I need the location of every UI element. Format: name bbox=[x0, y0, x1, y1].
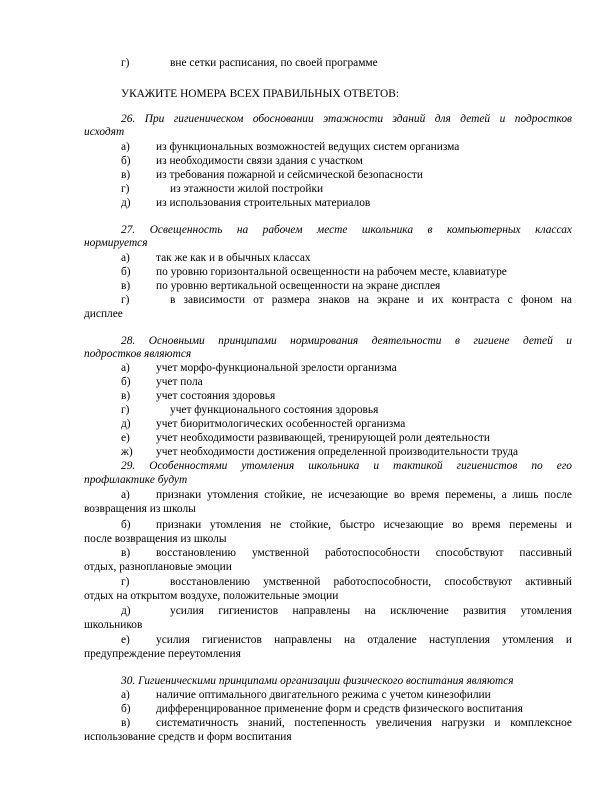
question-28-text: 28. Основными принципами нормирования деятельности в гигиене детей и bbox=[121, 335, 572, 347]
option-text: усилия гигиенистов направлены на отдаление наступления утомления и bbox=[156, 634, 572, 646]
question-30-text: 30. Гигиеническими принципами организации физического воспитания являются bbox=[121, 675, 514, 687]
option-label: в) bbox=[121, 280, 131, 292]
option-label: б) bbox=[121, 266, 131, 278]
option-text: восстановлению умственной работоспособности, способствуют активный bbox=[170, 576, 572, 588]
option-text: из использования строительных материалов bbox=[156, 197, 371, 209]
option-text: из этажности жилой постройки bbox=[170, 183, 324, 195]
option-text: учет функционального состояния здоровья bbox=[170, 404, 379, 416]
option-text: в зависимости от размера знаков на экране и их контраста с фоном на bbox=[170, 294, 572, 306]
option-text: из функциональных возможностей ведущих систем организма bbox=[156, 141, 460, 153]
option-label: в) bbox=[121, 169, 131, 181]
option-text: учет состояния здоровья bbox=[156, 390, 276, 402]
option-text-cont: после возвращения из школы bbox=[84, 533, 227, 545]
option-text-cont: школьников bbox=[84, 619, 143, 631]
option-label: г) bbox=[121, 57, 130, 69]
instruction-heading: УКАЖИТЕ НОМЕРА ВСЕХ ПРАВИЛЬНЫХ ОТВЕТОВ: bbox=[121, 88, 399, 100]
option-label: г) bbox=[121, 183, 130, 195]
option-label: а) bbox=[121, 689, 130, 701]
option-label: в) bbox=[121, 390, 131, 402]
option-label: д) bbox=[121, 197, 131, 209]
option-label: д) bbox=[121, 418, 131, 430]
question-27-text: 27. Освещенность на рабочем месте школьника в компьютерных классах bbox=[121, 224, 572, 236]
question-29-text: 29. Особенностями утомления школьника и тактикой гигиенистов по его bbox=[121, 460, 572, 472]
option-text: систематичность знаний, постепенность увеличения нагрузки и комплексное bbox=[156, 717, 572, 729]
option-text: признаки утомления не стойкие, быстро исчезающие во время перемены и bbox=[156, 519, 572, 531]
question-26-text: 26. При гигиеническом обосновании этажности зданий для детей и подростков bbox=[121, 113, 572, 125]
option-text-cont: отдых на открытом воздухе, положительные эмоции bbox=[84, 590, 339, 602]
option-text: по уровню горизонтальной освещенности на рабочем месте, клавиатуре bbox=[156, 266, 507, 278]
option-text-cont: использование средств и форм воспитания bbox=[84, 731, 292, 743]
question-28-text-cont: подростков являются bbox=[84, 348, 192, 360]
option-text-cont: предупреждение переутомления bbox=[84, 648, 241, 660]
option-label: б) bbox=[121, 376, 131, 388]
option-text: учет необходимости достижения определенной производительности труда bbox=[156, 446, 519, 458]
option-text: из необходимости связи здания с участком bbox=[156, 155, 363, 167]
option-label: г) bbox=[121, 404, 130, 416]
option-label: а) bbox=[121, 489, 130, 501]
option-text: усилия гигиенистов направлены на исключение развития утомления bbox=[170, 605, 572, 617]
option-label: б) bbox=[121, 703, 131, 715]
option-text: вне сетки расписания, по своей программе bbox=[170, 57, 378, 69]
option-text-cont: дисплее bbox=[84, 308, 123, 320]
option-text: по уровню вертикальной освещенности на экране дисплея bbox=[156, 280, 441, 292]
question-26-text-cont: исходят bbox=[84, 126, 125, 138]
option-text: учет морфо-функциональной зрелости организма bbox=[156, 362, 397, 374]
option-text-cont: отдых, разноплановые эмоции bbox=[84, 561, 232, 573]
option-label: ж) bbox=[121, 446, 133, 458]
question-27-text-cont: нормируется bbox=[84, 237, 148, 249]
option-text-cont: возвращения из школы bbox=[84, 503, 196, 515]
question-29-text-cont: профилактике будут bbox=[84, 474, 188, 486]
option-label: б) bbox=[121, 155, 131, 167]
option-text: так же как и в обычных классах bbox=[156, 252, 311, 264]
option-label: в) bbox=[121, 547, 131, 559]
option-text: восстановлению умственной работоспособности способствуют пассивный bbox=[156, 547, 572, 559]
option-label: в) bbox=[121, 717, 131, 729]
option-text: учет пола bbox=[156, 376, 203, 388]
option-label: а) bbox=[121, 362, 130, 374]
option-label: г) bbox=[121, 576, 130, 588]
option-text: учет биоритмологических особенностей организма bbox=[156, 418, 406, 430]
option-label: а) bbox=[121, 252, 130, 264]
option-text: наличие оптимального двигательного режима с учетом кинезофилии bbox=[156, 689, 491, 701]
option-label: а) bbox=[121, 141, 130, 153]
option-label: б) bbox=[121, 519, 131, 531]
option-text: учет необходимости развивающей, тренирующей роли деятельности bbox=[156, 432, 490, 444]
option-text: признаки утомления стойкие, не исчезающие во время перемены, а лишь после bbox=[156, 489, 572, 501]
option-text: из требования пожарной и сейсмической безопасности bbox=[156, 169, 423, 181]
option-label: г) bbox=[121, 294, 130, 306]
option-text: дифференцированное применение форм и средств физического воспитания bbox=[156, 703, 523, 715]
option-label: е) bbox=[121, 432, 130, 444]
option-label: е) bbox=[121, 634, 130, 646]
option-label: д) bbox=[121, 605, 131, 617]
